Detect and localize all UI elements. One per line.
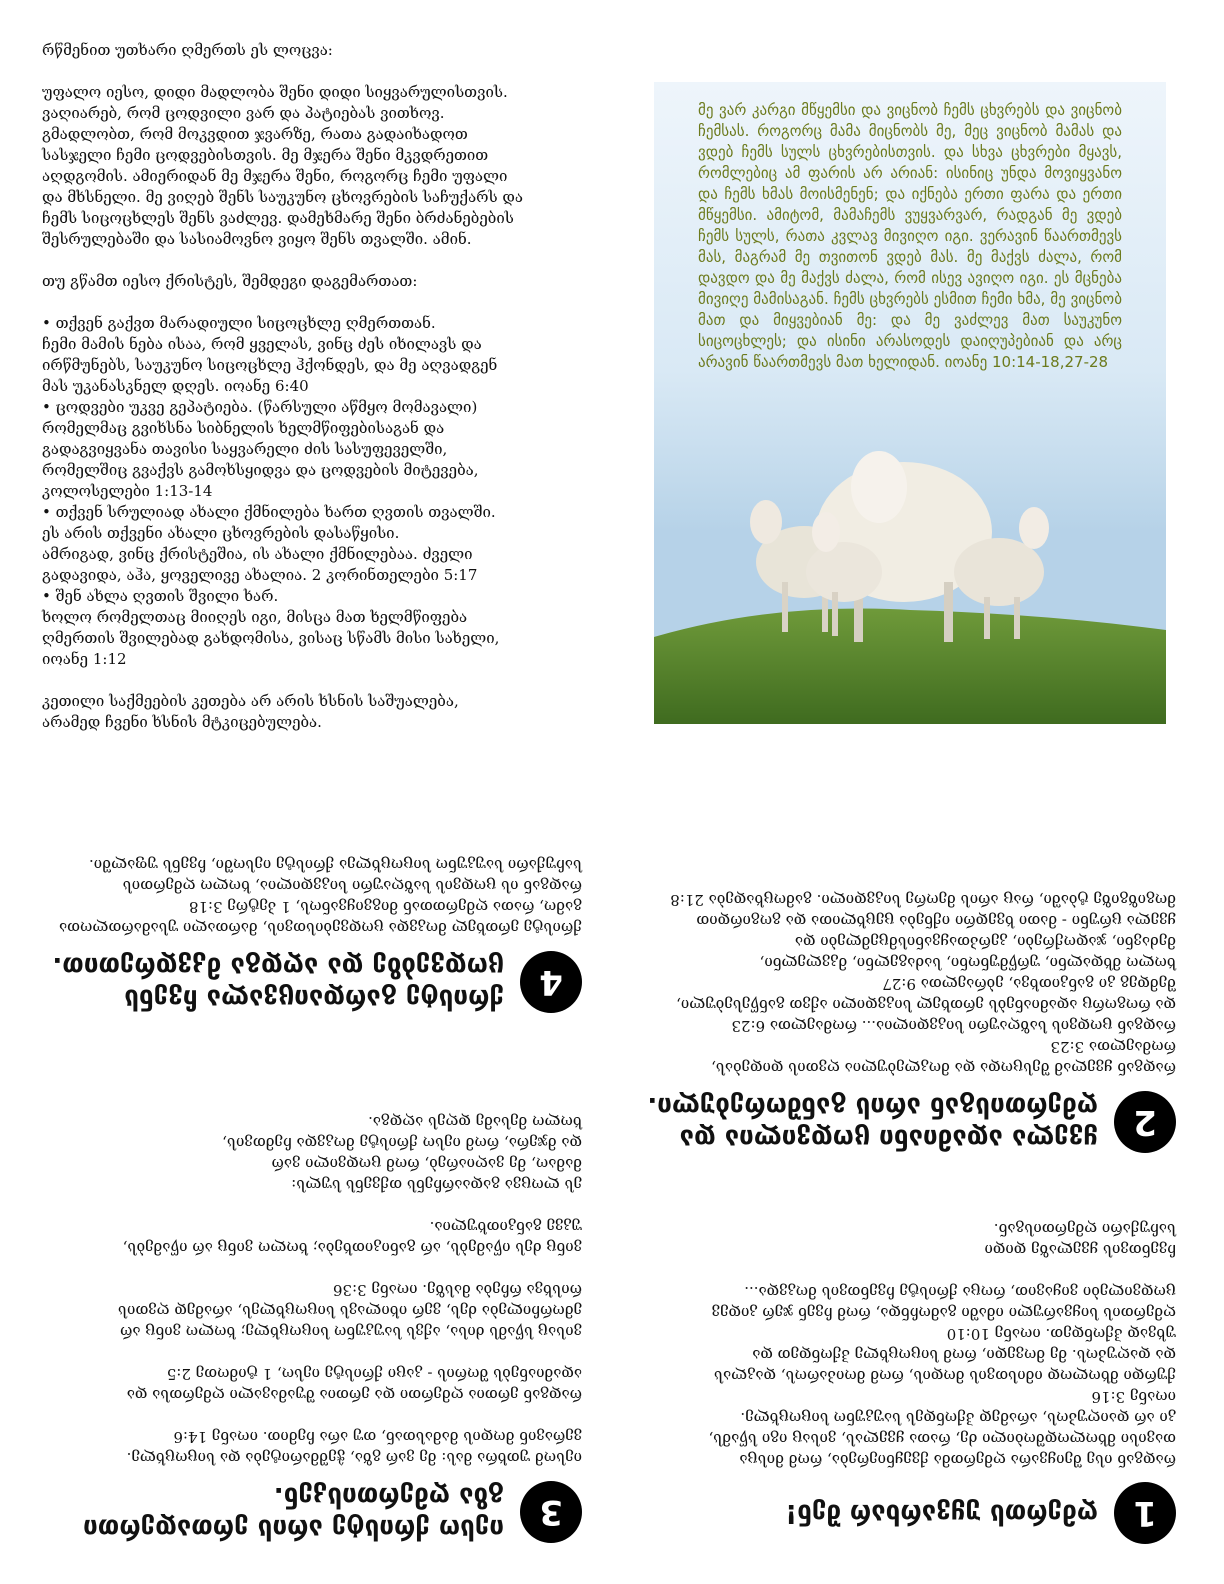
prayer-intro: რწმენით უთხარი ღმერთს ეს ლოცვა:	[42, 41, 333, 59]
panel-1	[636, 1170, 1176, 1550]
panel-4-body: ქრისტე ერთხელ მოკვდა ცოდვებისთვის, მართალი უსამართლოთა გამო, რათა ღმერთთან მიგვიყვანოს, 1 პეტრე 3:18 რადგან ის ცოდვის საზღაური სიკვდილია, ხოლო ღმერთის საჩუქარი საუკუნო სიცოცხლეა ქრისტე იესოში, ჩვენს უფალში.	[59, 856, 582, 937]
panel-4-heading	[42, 950, 582, 1014]
panel-4-number: 4	[520, 951, 582, 1013]
panel-2-title: ყველა ადამიანი ცოდვილია და ღმერთისგან არის განშორებული.	[647, 1091, 1098, 1153]
panel-1-number: 1	[1114, 1482, 1176, 1544]
panel-3	[42, 1030, 582, 1550]
closing-text: კეთილი საქმეების კეთება არ არის ხსნის საშუალება, არამედ ჩვენი ხსნის მტკიცებულება.	[42, 692, 459, 731]
panel-1-body: რადგან ისე შეიყვარა ღმერთმა ქვეყნიერება, რომ მისცა თავისი მხოლოდშობილი ძე, რათა ყველას, ვისაც იგი სწამს, კი არ დაიღუპოს, არამედ ჰქონდეს საუკუნო სიცოცხლე. იოანე 3:16 ქურდი მხოლოდ იმისთვის მოდის, რომ მოიპაროს, დაკლას და დაღუპოს. მე მოვედი, რომ სიცოცხლე ჰქონდეთ და უხვად ჰქონდეთ. იოანე 10:10 ღმერთის სიყვარული იმაში გამოჩნდა, რომ ჩვენ ჯერ კიდევ ცოდვილები ვიყავით, როცა ქრისტე ჩვენთვის მოკვდა...	[708, 1283, 1176, 1469]
panel-2-body: რადგან ყველამ შესცოდა და მოკლებულია ღვთის დიდებას, რომაელთა 3:23 რადგან ცოდვის საზღაური სიკვდილია... რომაელთა 6:23 და როგორც ადამიანებს ერთხელ სიკვდილი აქვთ განწესებული, შემდეგ კი განკითხვა, ებრაელთა 9:27 ხოლო მხდალნი, ურწმუნონი, საძაგელნი, მკვლელნი, მეძავნი, ჯადოქრები, კერპთაყვანისმცემლები და ყველა ცრუნი - მათი ხვედრი იქნება ცეცხლითა და გოგირდით მოგიზგიზე ტბაში, რაც არის მეორე სიკვდილი. გამოცხადება 21:8	[670, 891, 1176, 1077]
panel-1-heading	[636, 1482, 1176, 1544]
belief-intro: თუ გწამთ იესო ქრისტეს, შემდეგი დაგემართათ:	[42, 272, 418, 290]
panel-2	[636, 800, 1176, 1160]
panel-3-number: 3	[520, 1481, 582, 1543]
panel-4-title: ქრისტე გარდაიცვალა ჩვენს ცოდვებზე და აღდგა მკვდრეთით.	[52, 951, 504, 1013]
panel-4	[42, 800, 582, 1020]
prayer-section	[42, 40, 582, 733]
bible-verse: მე ვარ კარგი მწყემსი და ვიცნობ ჩემს ცხვრებს და ვიცნობ ჩემსას. როგორც მამა მიცნობს მე, მეც ვიცნობ მამას და ვდებ ჩემს სულს ცხვრებისთვის. და სხვა ცხვრები მყავს, რომლებიც ამ ფარის არ არიან: ისინიც უნდა მოვიყვანო და ჩემს ხმას მოისმენენ; და იქნება ერთი ფარა და ერთი მწყემსი. ამიტომ, მამაჩემს ვუყვარვარ, რადგან მე ვდებ ჩემს სულს, რათა კვლავ მივიღო იგი. ვერავინ წაართმევს მას, მაგრამ მე თვითონ ვდებ მას. მე მაქვს ძალა, რომ დავდო და მე მაქვს ძალა, რომ ისევ ავიღო იგი. ეს მცნება მივიღე მამისაგან. ჩემს ცხვრებს ესმით ჩემი ხმა, მე ვიცნობ მათ და მიყვებიან მე: და მე ვაძლევ მათ საუკუნო სიცოცხლეს; და ისინი არასოდეს დაიღუპებიან და არც არავინ წაართმევს მათ ხელიდან. იოანე 10:14-18,27-28	[698, 101, 1122, 371]
panel-3-footer: ეს ლოცვა გადაარჩენს თქვენს სულს: მამაო, მე ვაღიარებ, რომ ცოდვილი ვარ და მჯერა, რომ იესო ქრისტე მოკვდა ჩემთვის, ხოლო მესამე დღეს აღდგა.	[222, 1113, 582, 1194]
belief-points: • თქვენ გაქვთ მარადიული სიცოცხლე ღმერთთან. ჩემი მამის ნება ისაა, რომ ყველას, ვინც ძეს იხილავს და ირწმუნებს, საუკუნო სიცოცხლე ჰქონდეს, და მე აღვადგენ მას უკანასკნელ დღეს. იოანე 6:40 • ცოდვები უკვე გეპატიება. (წარსული აწმყო მომავალი) რომელმაც გვიხსნა სიბნელის ხელმწიფებისაგან და გადაგვიყვანა თავისი საყვარელი ძის სასუფეველში, რომელშიც გვაქვს გამოხსყიდვა და ცოდვების მიტევება, კოლოსელები 1:13-14 • თქვენ სრულიად ახალი ქმნილება ხართ ღვთის თვალში. ეს არის თქვენი ახალი ცხოვრების დასაწყისი. ამრიგად, ვინც ქრისტეშია, ის ახალი ქმნილებაა. ძველი გადავიდა, აჰა, ყოველივე ახალია. 2 კორინთელები 5:17 • შენ ახლა ღვთის შვილი ხარ. ხოლო რომელთაც მიიღეს იგი, მისცა მათ ხელმწიფება ღმერთის შვილებად გახდომისა, ვისაც სწამს მისი სახელი, იოანე 1:12	[42, 314, 500, 668]
panel-3-heading	[42, 1480, 582, 1544]
panel-2-heading	[636, 1090, 1176, 1154]
panel-1-title: ღმერთს უყვარხარ შენ!	[785, 1498, 1098, 1528]
prayer-text: უფალო იესო, დიდი მადლობა შენი დიდი სიყვარულისთვის. ვაღიარებ, რომ ცოდვილი ვარ და პატიებას ვითხოვ. გმადლობთ, რომ მოკვდით ჯვარზე, რათა გადაიხადოთ სასჯელი ჩემი ცოდვებისთვის. მე მჯერა შენი მკვდრეთით აღდგომის. ამიერიდან მე მჯერა შენი, როგორც ჩემი უფალი და მხსნელი. მე ვიღებ შენს საუკუნო ცხოვრების საჩუქარს და ჩემს სიცოცხლეს შენს ვაძლევ. დამეხმარე შენი ბრძანებების შესრულებაში და სასიამოვნო ვიყო შენს თვალში. ამინ.	[42, 83, 524, 248]
panel-2-number: 2	[1114, 1091, 1176, 1153]
panel-1-footer: ჩვენთვის ყველაზე დიდი საჩუქარი ღმერთისგან.	[984, 1220, 1176, 1259]
sheep-photo	[654, 82, 1166, 724]
panel-3-body: იესომ უთხრა მას: მე ვარ გზა, ჭეშმარიტება და სიცოცხლე. ვერავინ მოდის მამასთან, თუ არა ჩემით. იოანე 14:6 რადგან ერთია ღმერთი და ერთია შუამავალი ღმერთსა და ადამიანებს შორის - კაცი ქრისტე იესო, 1 ტიმოთე 2:5 ვისაც სწამს ძისა, აქვს საუკუნო სიცოცხლე; ხოლო ვინც არ ემორჩილება ძეს, ვერ იხილავს სიცოცხლეს, არამედ ღვთის რისხვა რჩება მასზე. იოანე 3:36 ვინც ძეს იწამებს, არ განიკითხება; ხოლო ვინც არ იწამებს, უკვე განკითხულია.	[117, 1218, 582, 1467]
panel-3-title: იესო ქრისტე არის ერთადერთი გზა ღმერთისკენ.	[83, 1481, 504, 1543]
